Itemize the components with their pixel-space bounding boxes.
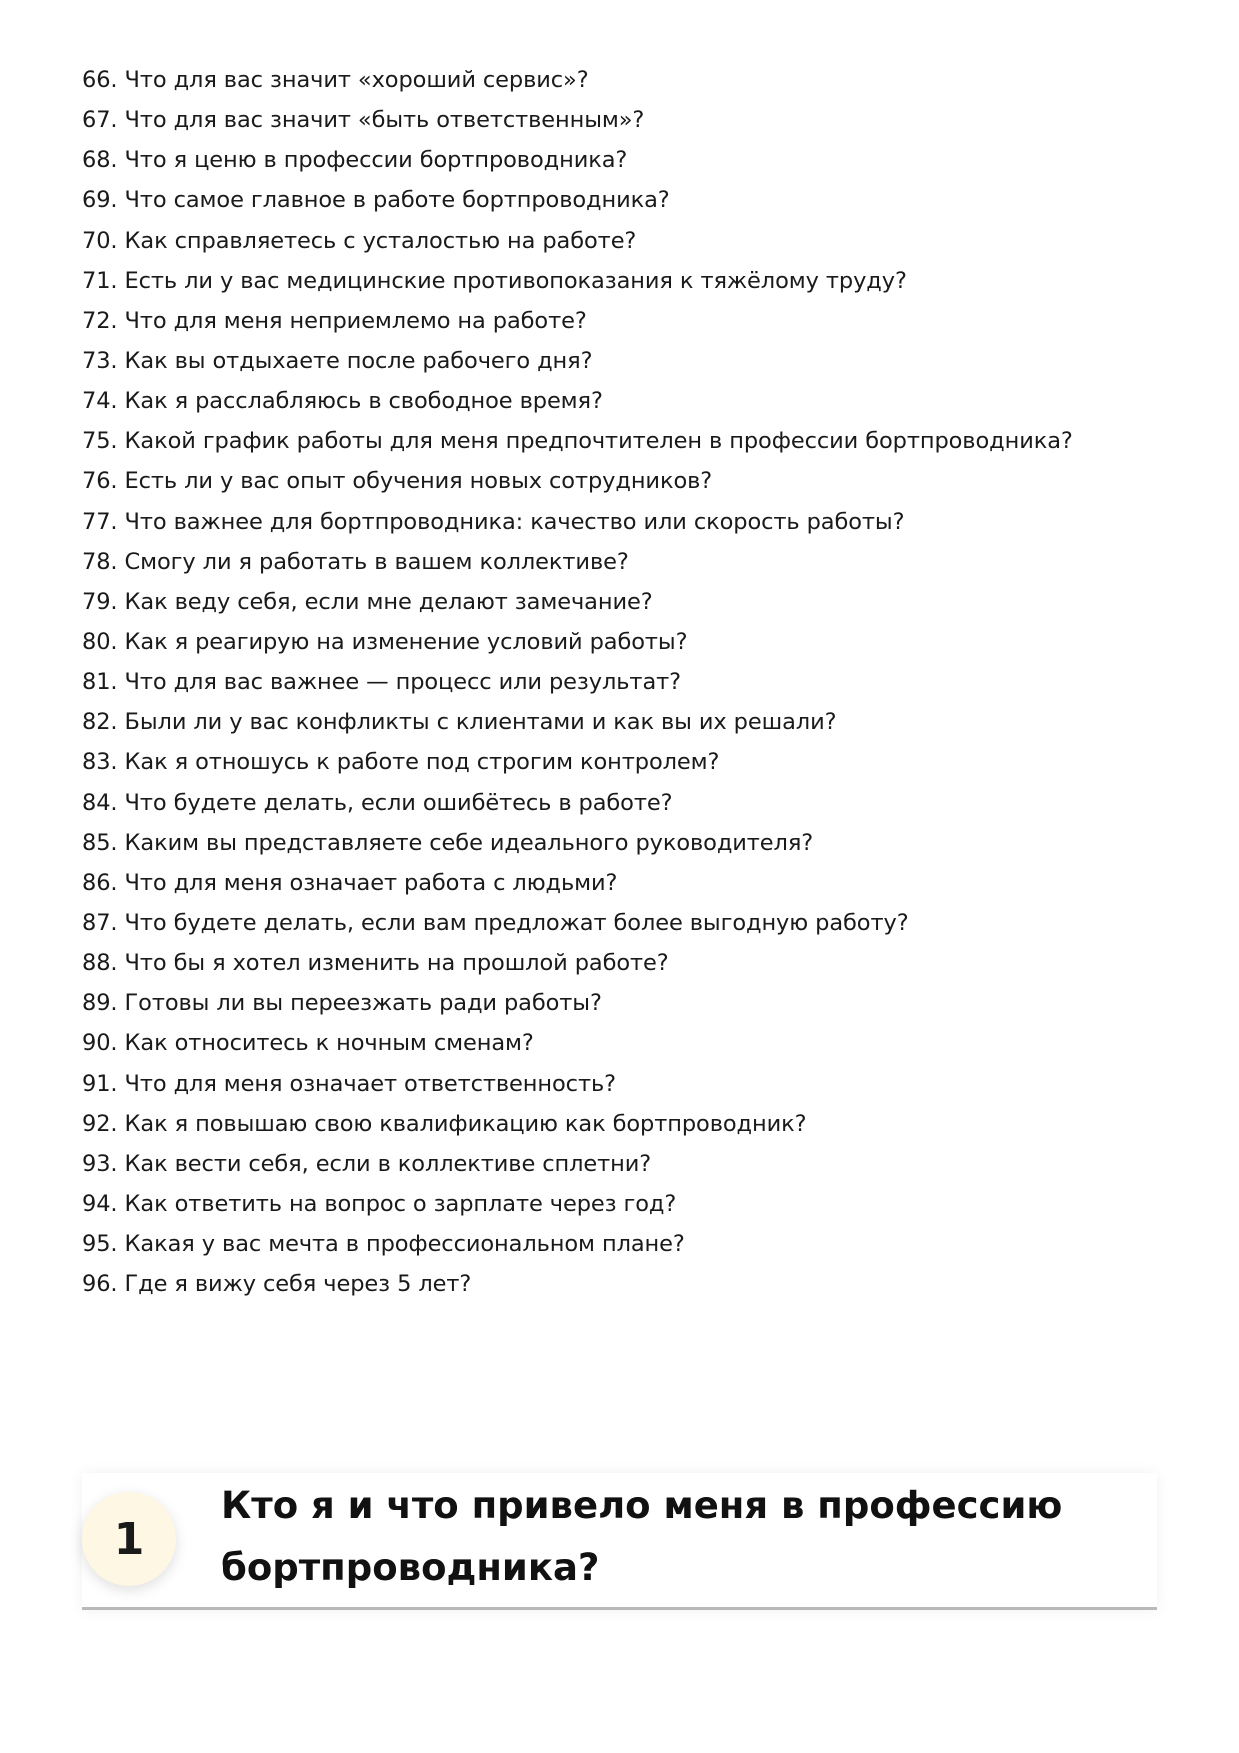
question-item: 71. Есть ли у вас медицинские противопоказания к тяжёлому труду? (82, 267, 907, 294)
question-item: 96. Где я вижу себя через 5 лет? (82, 1271, 472, 1298)
question-item: 70. Как справляетесь с усталостью на работе? (82, 227, 637, 254)
question-item: 75. Какой график работы для меня предпочтителен в профессии бортпроводника? (82, 428, 1073, 455)
question-item: 82. Были ли у вас конфликты с клиентами и как вы их решали? (82, 709, 837, 736)
question-item: 93. Как вести себя, если в коллективе сплетни? (82, 1150, 652, 1177)
question-item: 76. Есть ли у вас опыт обучения новых сотрудников? (82, 468, 713, 495)
section-title: Кто я и что привело меня в профессию бортпроводника? (221, 1484, 1063, 1589)
question-item: 74. Как я расслабляюсь в свободное время? (82, 388, 603, 415)
question-item: 86. Что для меня означает работа с людьми? (82, 869, 618, 896)
question-item: 77. Что важнее для бортпроводника: качество или скорость работы? (82, 508, 905, 535)
question-item: 68. Что я ценю в профессии бортпроводника? (82, 147, 628, 174)
question-item: 89. Готовы ли вы переезжать ради работы? (82, 990, 602, 1017)
question-item: 87. Что будете делать, если вам предложат более выгодную работу? (82, 909, 909, 936)
question-item: 92. Как я повышаю свою квалификацию как бортпроводник? (82, 1110, 807, 1137)
question-item: 69. Что самое главное в работе бортпроводника? (82, 187, 670, 214)
question-item: 80. Как я реагирую на изменение условий работы? (82, 628, 688, 655)
section-header (82, 1473, 1157, 1610)
question-item: 72. Что для меня неприемлемо на работе? (82, 307, 587, 334)
question-item: 79. Как веду себя, если мне делают замечание? (82, 588, 653, 615)
question-item: 88. Что бы я хотел изменить на прошлой работе? (82, 950, 669, 977)
question-item: 90. Как относитесь к ночным сменам? (82, 1030, 534, 1057)
question-item: 78. Смогу ли я работать в вашем коллективе? (82, 548, 629, 575)
question-item: 91. Что для меня означает ответственность? (82, 1070, 616, 1097)
question-list (82, 60, 1182, 1304)
question-item: 94. Как ответить на вопрос о зарплате через год? (82, 1190, 677, 1217)
question-item: 81. Что для вас важнее — процесс или результат? (82, 669, 681, 696)
question-item: 73. Как вы отдыхаете после рабочего дня? (82, 347, 593, 374)
question-item: 66. Что для вас значит «хороший сервис»? (82, 67, 589, 93)
section-number-badge: 1 (82, 1492, 176, 1586)
question-item: 67. Что для вас значит «быть ответственным»? (82, 107, 645, 134)
question-item: 95. Какая у вас мечта в профессиональном плане? (82, 1231, 685, 1258)
question-item: 83. Как я отношусь к работе под строгим контролем? (82, 749, 720, 776)
question-item: 84. Что будете делать, если ошибётесь в работе? (82, 789, 673, 816)
question-item: 85. Каким вы представляете себе идеального руководителя? (82, 829, 814, 856)
